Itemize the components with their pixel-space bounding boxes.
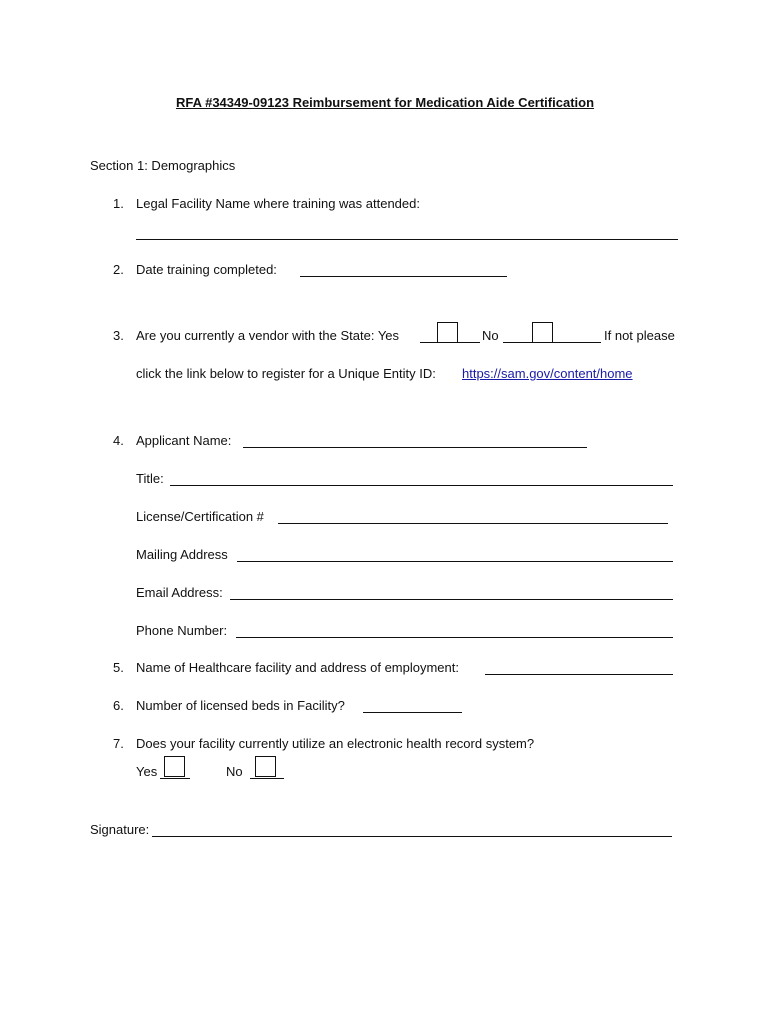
- email-label: Email Address:: [136, 585, 223, 600]
- license-label: License/Certification #: [136, 509, 264, 524]
- q3-label: Are you currently a vendor with the State: Yes: [136, 328, 400, 343]
- q3-number: 3.: [113, 328, 124, 343]
- ehr-yes-underline: [160, 778, 190, 779]
- phone-field[interactable]: [236, 637, 673, 638]
- form-title: RFA #34349-09123 Reimbursement for Medication Aide Certification: [175, 95, 595, 110]
- healthcare-facility-field[interactable]: [485, 674, 673, 675]
- applicant-name-label: Applicant Name:: [136, 433, 232, 448]
- ehr-no-checkbox[interactable]: [255, 756, 276, 777]
- q1-number: 1.: [113, 196, 124, 211]
- license-field[interactable]: [278, 523, 668, 524]
- date-completed-field[interactable]: [300, 276, 507, 277]
- q5-number: 5.: [113, 660, 124, 675]
- vendor-no-checkbox[interactable]: [532, 322, 553, 343]
- q2-label: Date training completed:: [136, 262, 277, 277]
- q6-number: 6.: [113, 698, 124, 713]
- phone-label: Phone Number:: [136, 623, 228, 638]
- q4-number: 4.: [113, 433, 124, 448]
- q2-number: 2.: [113, 262, 124, 277]
- q3-tail: If not please: [604, 328, 675, 343]
- sam-gov-link[interactable]: https://sam.gov/content/home: [462, 366, 633, 381]
- ehr-no-underline: [250, 778, 284, 779]
- title-label: Title:: [136, 471, 164, 486]
- email-field[interactable]: [230, 599, 673, 600]
- facility-name-field[interactable]: [136, 239, 678, 240]
- ehr-yes-label: Yes: [136, 764, 158, 779]
- q1-label: Legal Facility Name where training was attended:: [136, 196, 420, 211]
- mailing-address-field[interactable]: [237, 561, 673, 562]
- q3-line2: click the link below to register for a Unique Entity ID:: [136, 366, 436, 381]
- signature-field[interactable]: [152, 836, 672, 837]
- section-heading: Section 1: Demographics: [90, 158, 236, 173]
- q6-label: Number of licensed beds in Facility?: [136, 698, 345, 713]
- signature-label: Signature:: [90, 822, 150, 837]
- applicant-name-field[interactable]: [243, 447, 587, 448]
- q5-label: Name of Healthcare facility and address of employment:: [136, 660, 459, 675]
- q7-number: 7.: [113, 736, 124, 751]
- vendor-yes-checkbox[interactable]: [437, 322, 458, 343]
- mailing-address-label: Mailing Address: [136, 547, 228, 562]
- title-field[interactable]: [170, 485, 673, 486]
- ehr-no-label: No: [226, 764, 243, 779]
- vendor-no-label: No: [482, 328, 499, 343]
- licensed-beds-field[interactable]: [363, 712, 462, 713]
- q7-label: Does your facility currently utilize an electronic health record system?: [136, 736, 535, 751]
- ehr-yes-checkbox[interactable]: [164, 756, 185, 777]
